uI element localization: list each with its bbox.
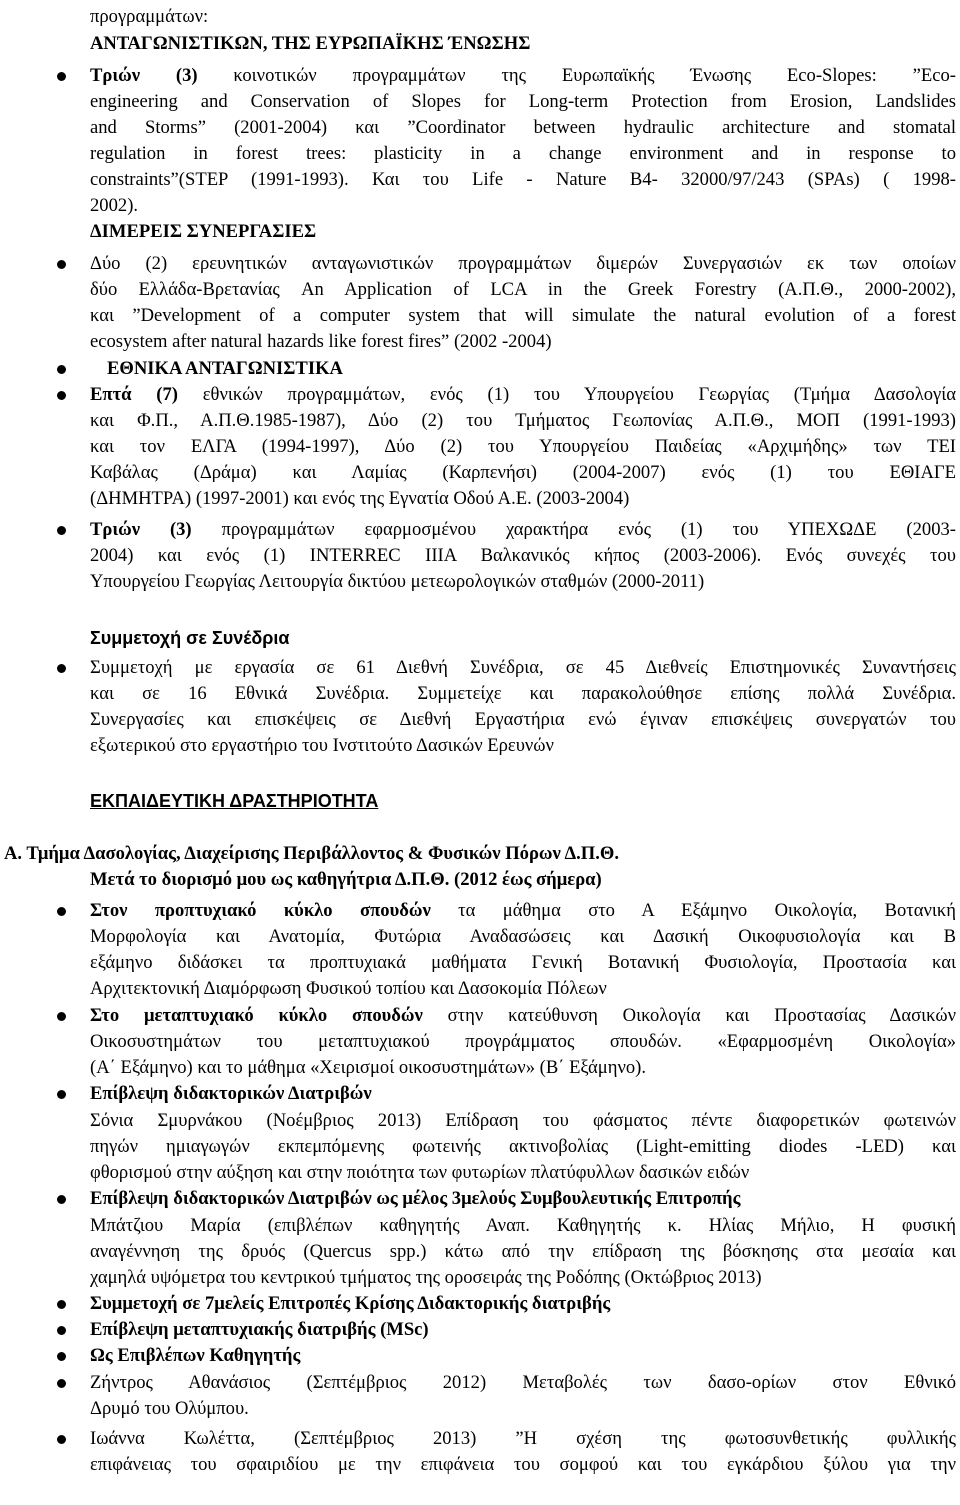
- eu-line-1-rest: κοινοτικών προγραμμάτων της Ευρωπαϊκής Ένωσης Eco-Slopes: ”Eco-: [197, 65, 956, 86]
- national-seven-bold: Επτά (7): [90, 384, 178, 405]
- supervisor-2-line-1: Ιωάννα Κωλέττα, (Σεπτέμβριος 2013) ”Η σχέση της φωτοσυνθετικής φυλλικής: [90, 1428, 956, 1449]
- conferences-heading: Συμμετοχή σε Συνέδρια: [90, 628, 290, 648]
- national-three-line-2: 2004) και ενός (1) INTERREC IIIA Βαλκανικός κήπος (2003-2006). Ενός συνεχές του: [90, 545, 956, 566]
- undergrad-line-1: [90, 898, 956, 924]
- bullet-icon: [57, 1352, 66, 1361]
- postgrad-bold: Στο μεταπτυχιακό κύκλο σπουδών: [90, 1005, 423, 1026]
- undergrad-rest: τα μάθημα στο Α Εξάμηνο Οικολογία, Βοτανική: [430, 900, 957, 921]
- bullet-icon: [57, 1379, 66, 1388]
- national-seven-line-5: (ΔΗΜΗΤΡΑ) (1997-2001) και ενός της Εγνατία Οδού Α.Ε. (2003-2004): [90, 488, 630, 509]
- postgrad-line-3: (Α΄ Εξάμηνο) και το μάθημα «Χειρισμοί οικοσυστημάτων» (Β΄ Εξάμηνο).: [90, 1057, 647, 1078]
- bullet-icon: [57, 907, 66, 916]
- postgrad-line-1: [90, 1003, 956, 1029]
- eu-line-4: regulation in forest trees: plasticity in a change environment and in response to: [90, 143, 956, 164]
- bullet-icon: [57, 664, 66, 673]
- bilateral-heading: ΔΙΜΕΡΕΙΣ ΣΥΝΕΡΓΑΣΙΕΣ: [90, 221, 317, 242]
- bilateral-line-3: και ”Development of a computer system that will simulate the natural evolution of a forest: [90, 305, 956, 326]
- national-seven-line-3: και τον ΕΛΓΑ (1994-1997), Δύο (2) του Υπουργείου Παιδείας «Αρχιμήδης» των ΤΕΙ: [90, 436, 956, 457]
- dept-subtitle: Μετά το διορισμό μου ως καθηγήτρια Δ.Π.Θ. (2012 έως σήμερα): [90, 869, 602, 890]
- phd-line-2: πηγών ημιαγωγών εκπεμπόμενης φωτεινής ακτινοβολίας (Light-emitting diodes -LED) και: [90, 1136, 956, 1157]
- supervisor-1-line-1: Ζήντρος Αθανάσιος (Σεπτέμβριος 2012) Μεταβολές των δασο-ορίων στον Εθνικό: [90, 1372, 956, 1393]
- dept-title: Α. Τμήμα Δασολογίας, Διαχείρισης Περιβάλλοντος & Φυσικών Πόρων Δ.Π.Θ.: [4, 843, 619, 864]
- conferences-line-4: εξωτερικού στο εργαστήριο του Ινστιτούτο Δασικών Ερευνών: [90, 735, 554, 756]
- national-seven-line-4: Καβάλας (Δράμα) και Λαμίας (Καρπενήσι) (2004-2007) ενός (1) του ΕΘΙΑΓΕ: [90, 462, 956, 483]
- bilateral-line-4: ecosystem after natural hazards like forest fires” (2002 -2004): [90, 331, 552, 352]
- eu-line-3: and Storms” (2001-2004) και ”Coordinator between hydraulic architecture and stomatal: [90, 117, 956, 138]
- national-heading: ΕΘΝΙΚΑ ΑΝΤΑΓΩΝΙΣΤΙΚΑ: [107, 358, 343, 379]
- national-three-line-1: [90, 517, 956, 543]
- eu-line-6: 2002).: [90, 195, 139, 216]
- supervisor-1-line-2: Δρυμό του Ολύμπου.: [90, 1398, 249, 1419]
- conferences-line-1: Συμμετοχή με εργασία σε 61 Διεθνή Συνέδρια, σε 45 Διεθνείς Επιστημονικές Συναντήσεις: [90, 657, 956, 678]
- intro-line: προγραμμάτων:: [90, 6, 209, 27]
- bullet-icon: [57, 526, 66, 535]
- postgrad-line-2: Οικοσυστημάτων του μεταπτυχιακού προγράμματος σπουδών. «Εφαρμοσμένη Οικολογία»: [90, 1031, 956, 1052]
- undergrad-line-4: Αρχιτεκτονική Διαμόρφωση Φυσικού τοπίου και Δασοκομία Πόλεων: [90, 978, 607, 999]
- msc-heading: Επίβλεψη μεταπτυχιακής διατριβής (MSc): [90, 1319, 429, 1340]
- eu-line-5: constraints”(STEP (1991-1993). Και του Life - Nature B4- 32000/97/243 (SPAs) ( 1998-: [90, 169, 956, 190]
- supervisor-2-line-2: επιφάνειας του σφαιριδίου με την επιφάνεια του σομφού και του εγκάρδιου ξύλου για την: [90, 1454, 956, 1475]
- eu-line-2: engineering and Conservation of Slopes for Long-term Protection from Erosion, Landslides: [90, 91, 956, 112]
- bullet-icon: [57, 72, 66, 81]
- undergrad-line-3: εξάμηνο διδάσκει τα προπτυχιακά μαθήματα Γενική Βοτανική Φυσιολογία, Προστασία και: [90, 952, 956, 973]
- committee-heading: Επίβλεψη διδακτορικών Διατριβών ως μέλος 3μελούς Συμβουλευτικής Επιτροπής: [90, 1188, 741, 1209]
- bullet-icon: [57, 365, 66, 374]
- phd-line-3: φθορισμού στην αύξηση και στην ποιότητα των φυτωρίων πλατύφυλλων δασικών ειδών: [90, 1162, 750, 1183]
- eu-heading: ΑΝΤΑΓΩΝΙΣΤΙΚΩΝ, ΤΗΣ ΕΥΡΩΠΑΪΚΗΣ ΈΝΩΣΗΣ: [90, 33, 531, 54]
- bullet-icon: [57, 1300, 66, 1309]
- postgrad-rest: στην κατεύθυνση Οικολογία και Προστασίας Δασικών: [422, 1005, 956, 1026]
- conferences-line-2: και σε 16 Εθνικά Συνέδρια. Συμμετείχε και παρακολούθησε επίσης πολλά Συνέδρια.: [90, 683, 956, 704]
- bilateral-line-2: δύο Ελλάδα-Βρετανίας An Application of LCA in the Greek Forestry (Α.Π.Θ., 2000-2002),: [90, 279, 956, 300]
- undergrad-line-2: Μορφολογία και Ανατομία, Φυτώρια Αναδασώσεις και Δασική Οικοφυσιολογία και Β: [90, 926, 956, 947]
- eu-bold-prefix: Τριών (3): [90, 65, 198, 86]
- supervisor-heading: Ως Επιβλέπων Καθηγητής: [90, 1345, 301, 1366]
- undergrad-bold: Στον προπτυχιακό κύκλο σπουδών: [90, 900, 431, 921]
- committee-line-1: Μπάτζιου Μαρία (επιβλέπων καθηγητής Αναπ. Καθηγητής κ. Ηλίας Μήλιο, Η φυσική: [90, 1215, 956, 1236]
- national-three-bold: Τριών (3): [90, 519, 192, 540]
- bullet-icon: [57, 260, 66, 269]
- bullet-icon: [57, 1012, 66, 1021]
- bullet-icon: [57, 1195, 66, 1204]
- conferences-line-3: Συνεργασίες και επισκέψεις σε Διεθνή Εργαστήρια ενώ έγιναν επισκέψεις συνεργατών του: [90, 709, 956, 730]
- national-three-line-3: Υπουργείου Γεωργίας Λειτουργία δικτύου μετεωρολογικών σταθμών (2000-2011): [90, 571, 705, 592]
- bullet-icon: [57, 1326, 66, 1335]
- committee-line-2: αναγέννηση της δρυός (Quercus spp.) κάτω από την επίδραση της βόσκησης στα μεσαία και: [90, 1241, 956, 1262]
- national-seven-line-1: [90, 382, 956, 408]
- seven-member-committee: Συμμετοχή σε 7μελείς Επιτροπές Κρίσης Διδακτορικής διατριβής: [90, 1293, 611, 1314]
- phd-line-1: Σόνια Σμυρνάκου (Νοέμβριος 2013) Επίδραση του φάσματος πέντε διαφορετικών φωτεινών: [90, 1110, 956, 1131]
- phd-heading: Επίβλεψη διδακτορικών Διατριβών: [90, 1083, 372, 1104]
- national-seven-line-2: και Φ.Π., Α.Π.Θ.1985-1987), Δύο (2) του Τμήματος Γεωπονίας Α.Π.Θ., ΜΟΠ (1991-1993): [90, 410, 956, 431]
- teaching-heading: ΕΚΠΑΙΔΕΥΤΙΚΗ ΔΡΑΣΤΗΡΙΟΤΗΤΑ: [90, 791, 379, 811]
- bullet-icon: [57, 1435, 66, 1444]
- committee-line-3: χαμηλά υψόμετρα του κεντρικού τμήματος της οροσειράς της Ροδόπης (Οκτώβριος 2013): [90, 1267, 762, 1288]
- national-seven-rest: εθνικών προγραμμάτων, ενός (1) του Υπουργείου Γεωργίας (Τμήμα Δασολογία: [177, 384, 956, 405]
- bullet-icon: [57, 391, 66, 400]
- national-three-rest: προγραμμάτων εφαρμοσμένου χαρακτήρα ενός (1) του ΥΠΕΧΩΔΕ (2003-: [191, 519, 956, 540]
- bilateral-line-1: Δύο (2) ερευνητικών ανταγωνιστικών προγραμμάτων διμερών Συνεργασιών εκ των οποίων: [90, 253, 956, 274]
- eu-line-1: [90, 63, 956, 89]
- bullet-icon: [57, 1090, 66, 1099]
